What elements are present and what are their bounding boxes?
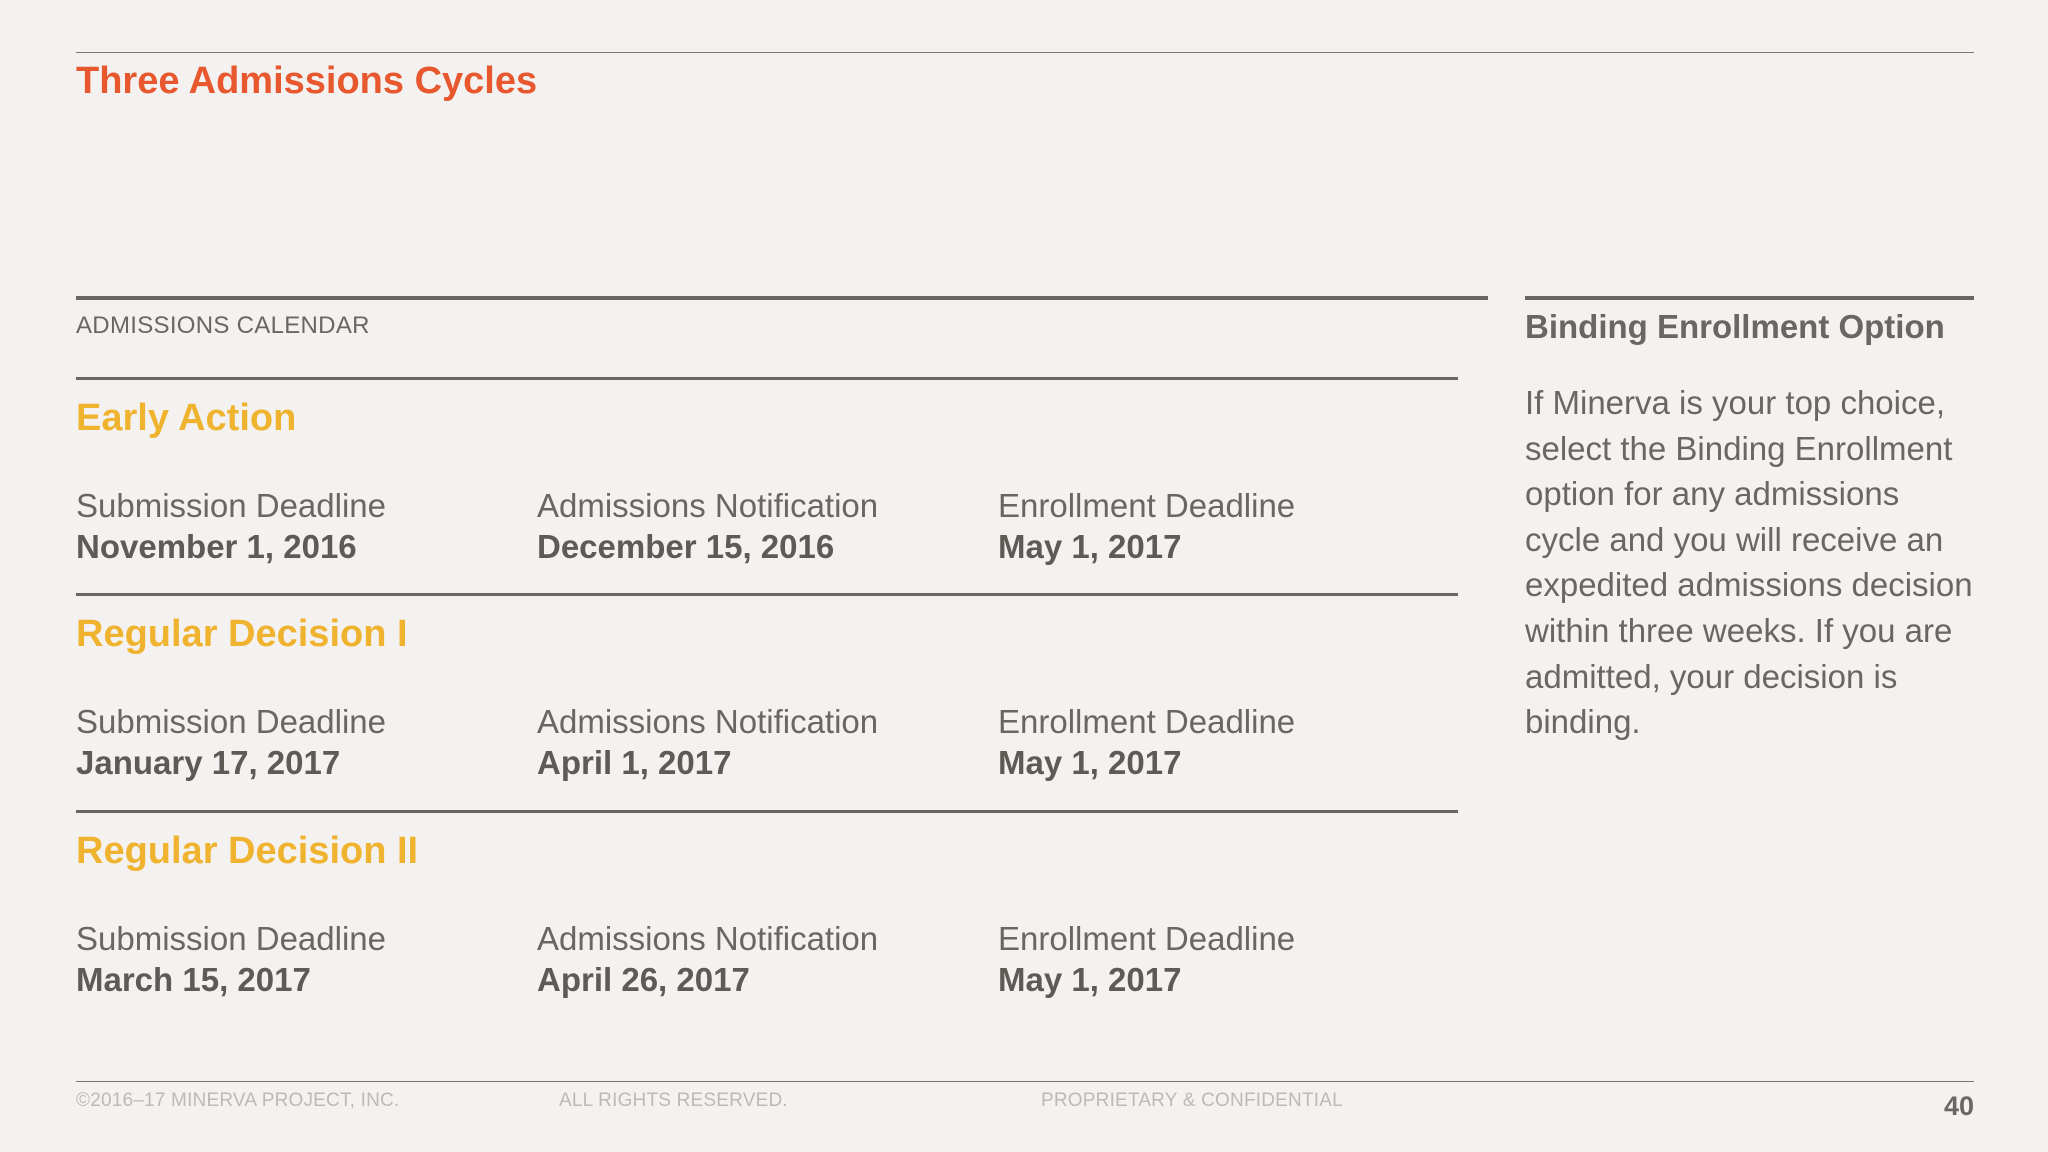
notification-label: Admissions Notification	[537, 487, 879, 524]
notification-column	[537, 702, 878, 784]
footer-copyright: ©2016–17 MINERVA PROJECT, INC.	[76, 1090, 400, 1111]
cycle-divider	[76, 593, 1458, 596]
top-divider	[76, 52, 1974, 53]
enrollment-date: May 1, 2017	[998, 961, 1182, 998]
notification-label: Admissions Notification	[537, 703, 879, 740]
calendar-top-rule	[76, 296, 1488, 300]
binding-body: If Minerva is your top choice, select the Binding Enrollment option for any admissions cycle and you will receive an expedited admissions decision within three weeks. If you are admitted, your decision is binding.	[1525, 384, 1973, 741]
submission-label: Submission Deadline	[76, 920, 387, 957]
submission-date: November 1, 2016	[76, 528, 357, 565]
cycle-title: Regular Decision I	[76, 613, 408, 655]
submission-column	[76, 486, 386, 568]
submission-column	[76, 702, 386, 784]
cycle-divider	[76, 810, 1458, 813]
notification-column	[537, 919, 878, 1001]
submission-label: Submission Deadline	[76, 487, 387, 524]
enrollment-label: Enrollment Deadline	[998, 487, 1296, 524]
enrollment-date: May 1, 2017	[998, 528, 1182, 565]
enrollment-date: May 1, 2017	[998, 744, 1182, 781]
binding-top-rule	[1525, 296, 1974, 300]
calendar-heading: ADMISSIONS CALENDAR	[76, 312, 370, 339]
enrollment-column	[998, 702, 1295, 784]
notification-column	[537, 486, 878, 568]
binding-title: Binding Enrollment Option	[1525, 308, 1945, 345]
page-number: 40	[1943, 1091, 1974, 1121]
notification-date: April 1, 2017	[537, 744, 732, 781]
cycle-divider	[76, 377, 1458, 380]
submission-column	[76, 919, 386, 1001]
submission-date: March 15, 2017	[76, 961, 311, 998]
enrollment-label: Enrollment Deadline	[998, 703, 1296, 740]
submission-label: Submission Deadline	[76, 703, 387, 740]
cycle-title: Regular Decision II	[76, 830, 419, 872]
enrollment-column	[998, 919, 1295, 1001]
footer-confidential: PROPRIETARY & CONFIDENTIAL	[1041, 1090, 1343, 1111]
notification-date: April 26, 2017	[537, 961, 750, 998]
cycle-regular-decision-1	[76, 593, 1458, 793]
notification-label: Admissions Notification	[537, 920, 879, 957]
enrollment-column	[998, 486, 1295, 568]
footer-rights: ALL RIGHTS RESERVED.	[559, 1090, 788, 1111]
notification-date: December 15, 2016	[537, 528, 835, 565]
slide-title: Three Admissions Cycles	[76, 60, 538, 102]
footer-divider	[76, 1081, 1974, 1082]
cycle-title: Early Action	[76, 397, 297, 439]
enrollment-label: Enrollment Deadline	[998, 920, 1296, 957]
cycle-early-action	[76, 377, 1458, 577]
cycle-regular-decision-2	[76, 810, 1458, 1010]
submission-date: January 17, 2017	[76, 744, 341, 781]
